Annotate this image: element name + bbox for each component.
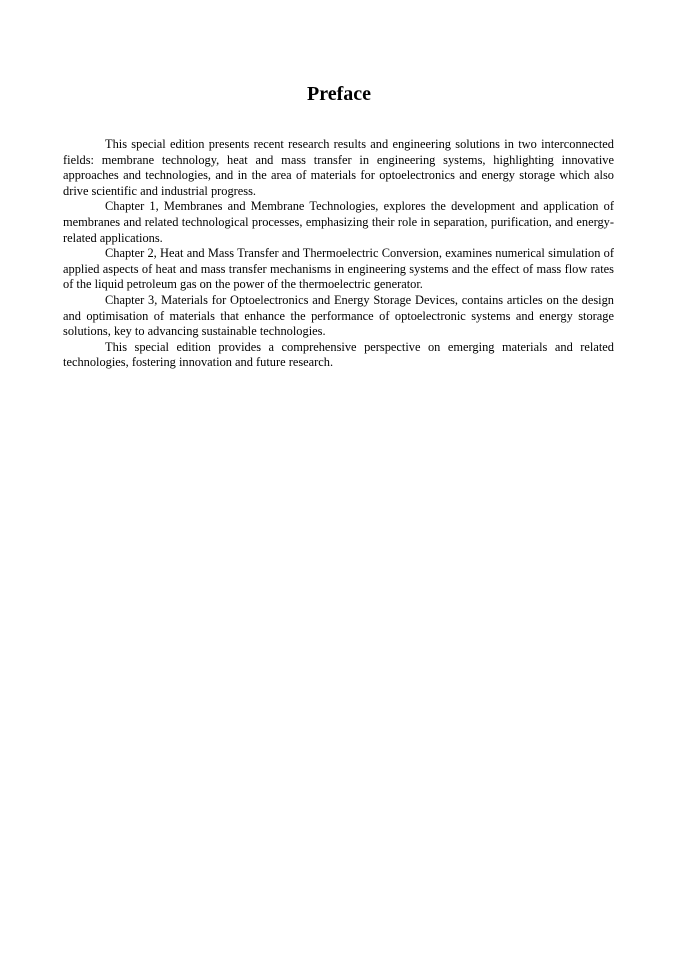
- preface-paragraph-closing: This special edition provides a comprehensive perspective on emerging materials and related technologies, fostering innovation and future research.: [63, 339, 614, 370]
- preface-paragraph-intro: This special edition presents recent research results and engineering solutions in two interconnected fields: membrane technology, heat and mass transfer in engineering systems, highlighting innovative approaches and technologies, and in the area of materials for optoelectronics and energy storage which also drive scientific and industrial progress.: [63, 137, 614, 198]
- page-title: Preface: [306, 83, 372, 105]
- preface-paragraph-chapter-1: Chapter 1, Membranes and Membrane Technologies, explores the development and application of membranes and related technological processes, emphasizing their role in separation, purification, and energy-related applications.: [63, 199, 614, 245]
- preface-paragraph-chapter-2: Chapter 2, Heat and Mass Transfer and Thermoelectric Conversion, examines numerical simulation of applied aspects of heat and mass transfer mechanisms in engineering systems and the effect of mass flow rates of the liquid petroleum gas on the power of the thermoelectric generator.: [63, 246, 614, 292]
- preface-body: [63, 137, 614, 371]
- preface-paragraph-chapter-3: Chapter 3, Materials for Optoelectronics and Energy Storage Devices, contains articles on the design and optimisation of materials that enhance the performance of optoelectronic systems and energy storage solutions, key to advancing sustainable technologies.: [63, 292, 614, 339]
